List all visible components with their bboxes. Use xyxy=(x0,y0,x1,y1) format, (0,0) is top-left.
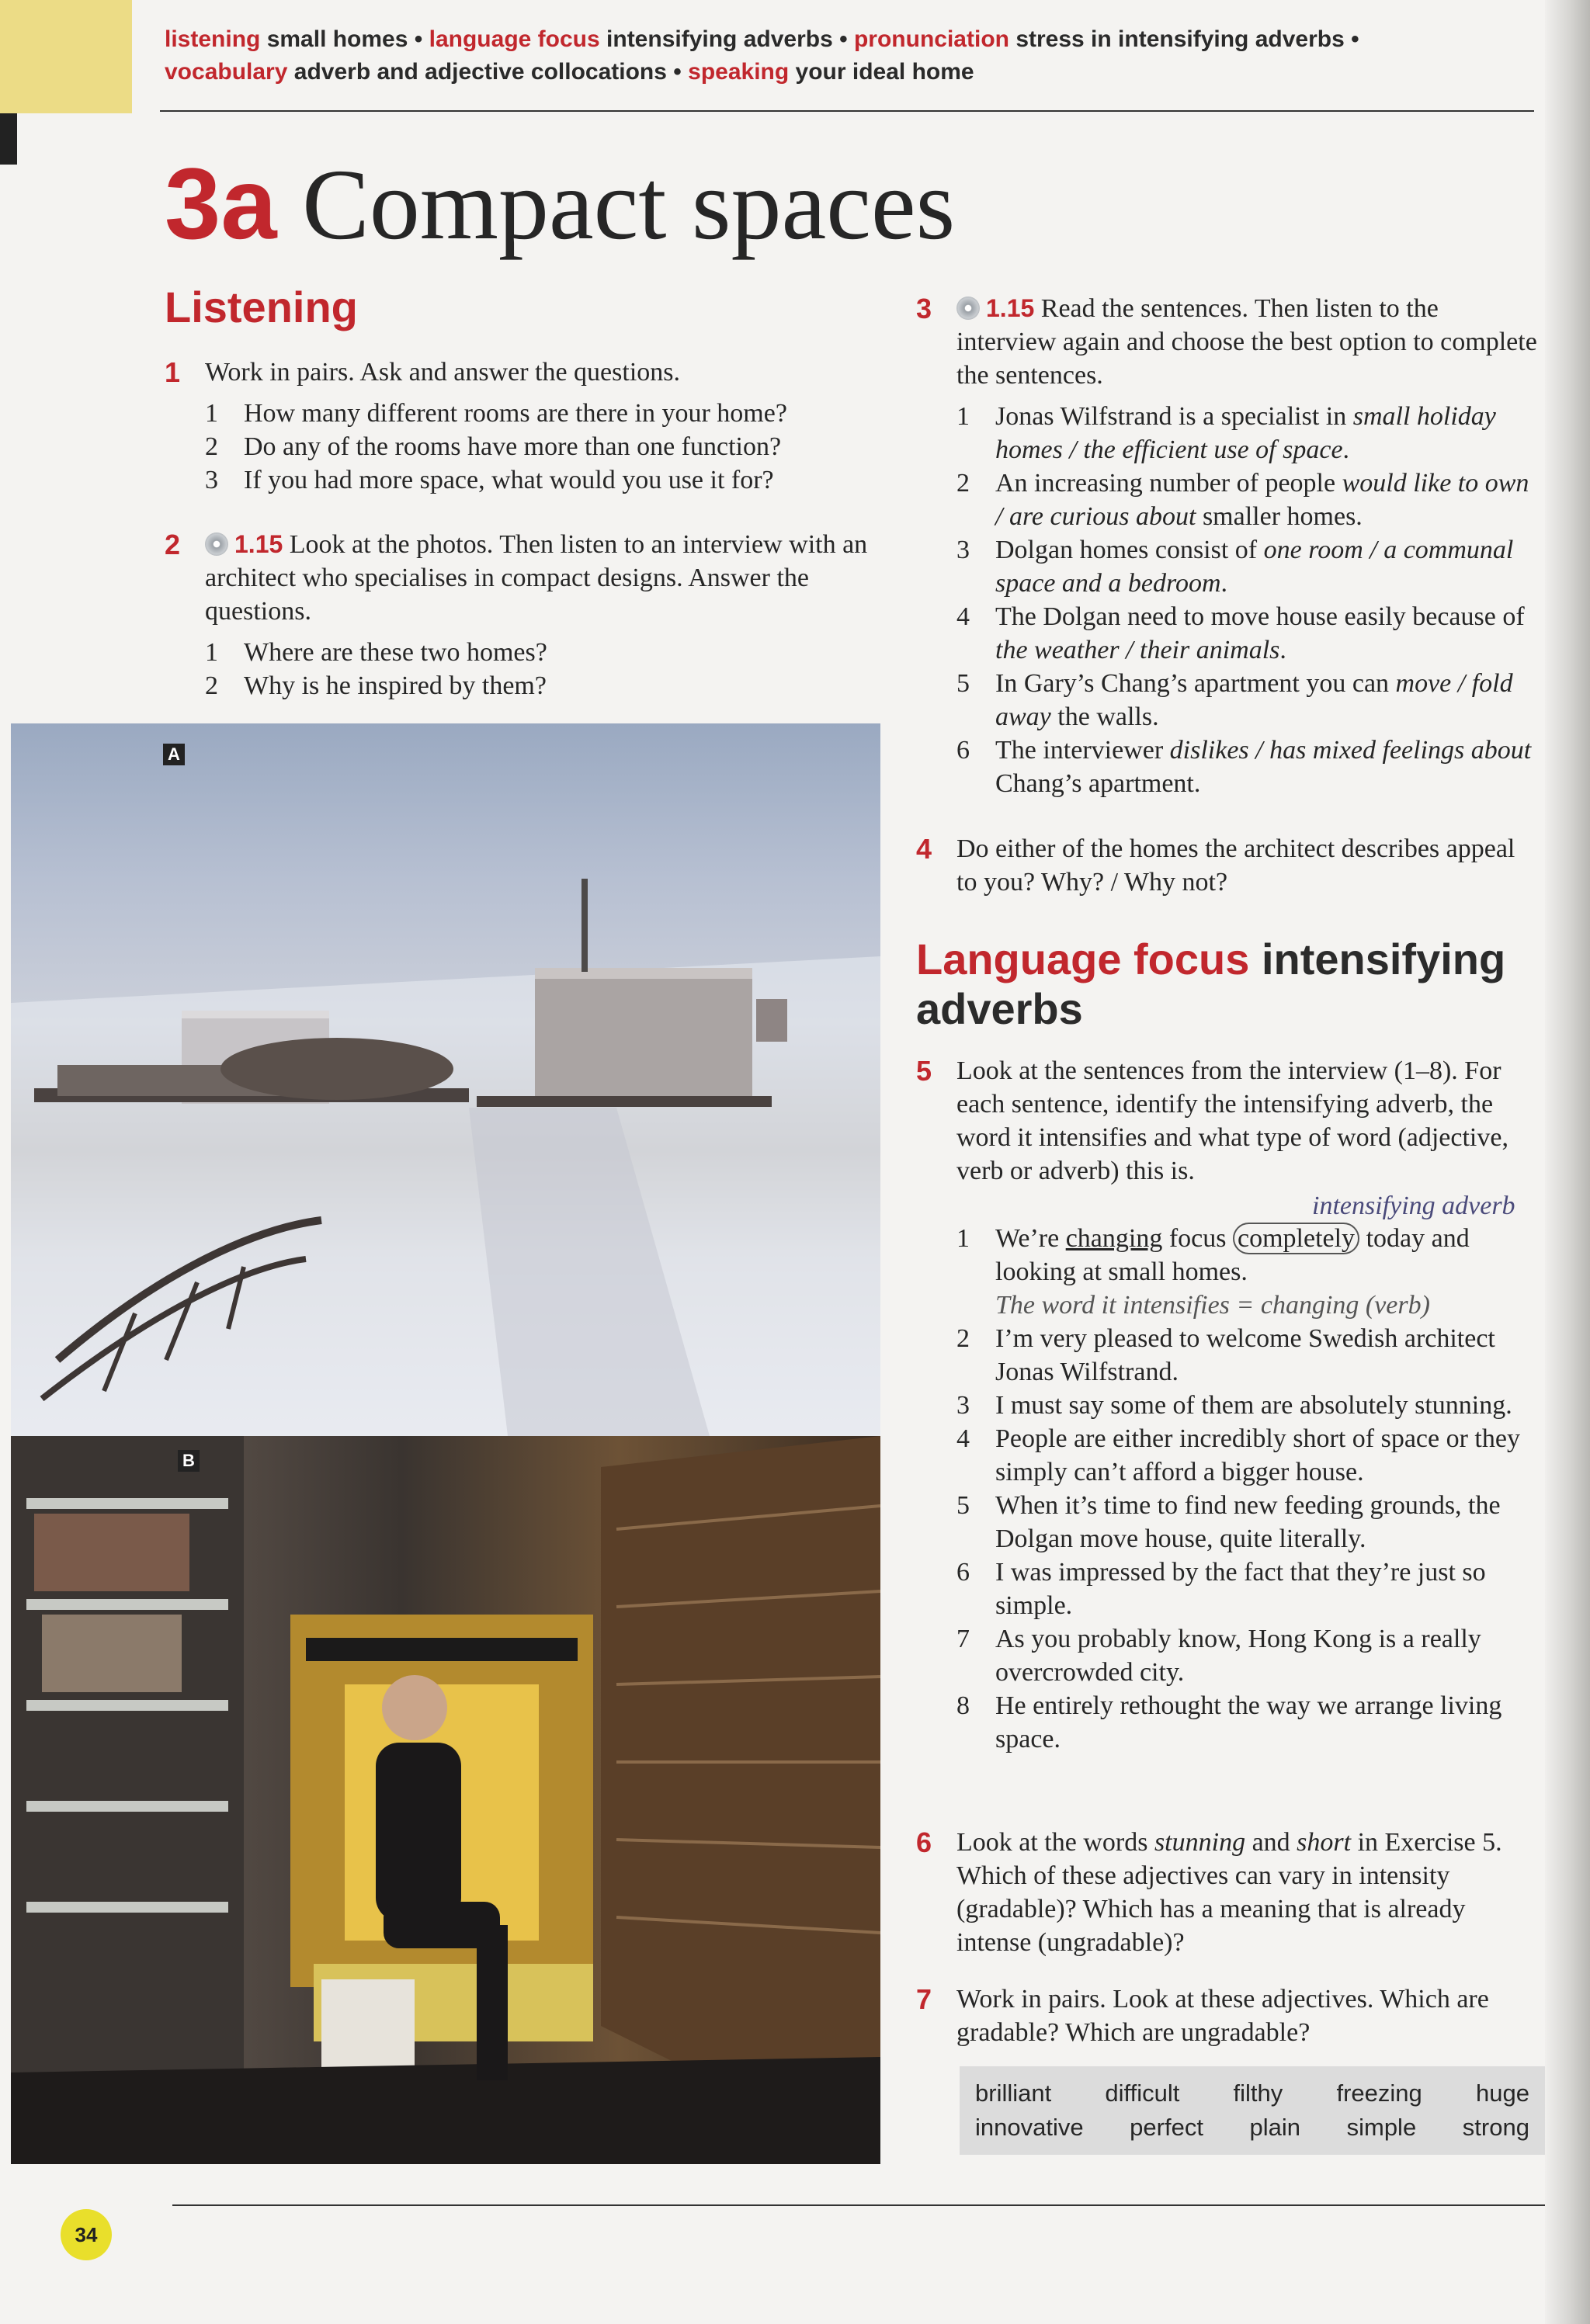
exercise-number: 1 xyxy=(165,356,181,388)
page-number: 34 xyxy=(61,2209,112,2260)
topic-key: pronunciation xyxy=(853,26,1009,52)
language-focus-title: Language focus xyxy=(916,935,1250,983)
adjective: difficult xyxy=(1105,2079,1180,2107)
adjective: huge xyxy=(1476,2079,1529,2107)
photo-label-b: B xyxy=(178,1450,200,1472)
language-focus-subtitle: intensifying adverbs xyxy=(916,935,1506,1033)
list-item: 2 An increasing number of people would like to own / are curious about smaller homes. xyxy=(956,469,1529,531)
list-item: 1 How many different rooms are there in your home? xyxy=(205,399,787,428)
exercise-number: 3 xyxy=(916,293,932,324)
page-title xyxy=(165,149,955,259)
adjective: simple xyxy=(1346,2114,1417,2141)
list-item: 3 If you had more space, what would you use it for? xyxy=(205,466,774,494)
exercise-3 xyxy=(916,292,1537,800)
exercise-instruction: Do either of the homes the architect describes appeal to you? Why? / Why not? xyxy=(956,834,1515,897)
circled-adverb: completely xyxy=(1233,1223,1359,1254)
arctic-scene-illustration xyxy=(11,723,880,1436)
exercise-2 xyxy=(165,528,887,702)
intensified-word: changing xyxy=(1065,1224,1163,1253)
topic-text: your ideal home xyxy=(795,59,974,85)
topic-key: language focus xyxy=(429,26,600,52)
topic-key: listening xyxy=(165,26,261,52)
options: the weather / their animals xyxy=(995,636,1280,664)
list-item: 2 I’m very pleased to welcome Swedish architect Jonas Wilfstrand. xyxy=(956,1324,1495,1386)
exercise-instruction: Work in pairs. Ask and answer the questions. xyxy=(205,358,680,387)
language-focus-heading xyxy=(916,935,1537,1034)
audio-cd-icon[interactable] xyxy=(956,297,980,320)
topic-strip xyxy=(165,23,1531,88)
list-item: 6 I was impressed by the fact that they’re just so simple. xyxy=(956,1558,1486,1620)
options: small holiday homes / the efficient use of space xyxy=(995,402,1496,464)
list-item-example: 1 We’re changing focus completely today and looking at small homes. The word it intensifies = changing (verb) xyxy=(956,1222,1545,1322)
handwritten-annotation: intensifying adverb xyxy=(1312,1191,1515,1220)
exercise-number: 2 xyxy=(165,529,181,560)
exercise-instruction: Read the sentences. Then listen to the interview again and choose the best option to complete the sentences. xyxy=(956,294,1537,390)
example-note: The word it intensifies = changing (verb) xyxy=(995,1291,1430,1320)
list-item: 5 When it’s time to find new feeding grounds, the Dolgan move house, quite literally. xyxy=(956,1491,1501,1553)
list-item: 2 Why is he inspired by them? xyxy=(205,671,547,700)
exercise-number: 4 xyxy=(916,833,932,865)
list-item: 1 Jonas Wilfstrand is a specialist in small holiday homes / the efficient use of space. xyxy=(956,402,1496,464)
topic-text: small homes xyxy=(266,26,408,52)
options: would like to own / are curious about xyxy=(995,469,1529,531)
list-item: 4 People are either incredibly short of space or they simply can’t afford a bigger house. xyxy=(956,1424,1520,1486)
list-item: 1 Where are these two homes? xyxy=(205,638,547,667)
exercise-7 xyxy=(916,1982,1537,2049)
unit-title: Compact spaces xyxy=(302,149,956,261)
topic-text: adverb and adjective collocations xyxy=(293,59,667,85)
exercise-instruction: Look at the photos. Then listen to an interview with an architect who specialises in compact designs. Answer the questions. xyxy=(205,530,868,626)
list-item: 3 I must say some of them are absolutely stunning. xyxy=(956,1391,1512,1420)
adjective: filthy xyxy=(1233,2079,1283,2107)
list-item: 8 He entirely rethought the way we arrange living space. xyxy=(956,1691,1502,1753)
listening-heading: Listening xyxy=(165,283,358,331)
adjective-row xyxy=(960,2111,1545,2145)
adjective: strong xyxy=(1462,2114,1529,2141)
sentence-list xyxy=(956,1222,1545,1756)
topic-text: intensifying adverbs xyxy=(606,26,833,52)
question-list xyxy=(205,636,887,702)
unit-code: 3a xyxy=(165,147,277,260)
exercise-number: 7 xyxy=(916,1983,932,2015)
exercise-6 xyxy=(916,1826,1537,1959)
sentence-list xyxy=(956,400,1537,800)
adjective: innovative xyxy=(975,2114,1084,2141)
question-list xyxy=(205,397,887,497)
topic-key: vocabulary xyxy=(165,59,288,85)
track-number: 1.15 xyxy=(234,530,283,558)
adjective-box xyxy=(960,2066,1545,2155)
options: one room / a communal space and a bedroom xyxy=(995,536,1514,598)
exercise-4 xyxy=(916,832,1537,899)
list-item: 6 The interviewer dislikes / has mixed feelings about Chang’s apartment. xyxy=(956,736,1532,798)
exercise-number: 6 xyxy=(916,1826,932,1858)
page-edge-shadow xyxy=(1545,0,1590,2324)
photo-arctic-homes xyxy=(11,723,880,1436)
margin-bar xyxy=(0,113,17,165)
topic-key: speaking xyxy=(688,59,790,85)
list-item: 4 The Dolgan need to move house easily because of the weather / their animals. xyxy=(956,602,1525,664)
photo-apartment xyxy=(11,1436,880,2164)
bullet: • xyxy=(839,26,848,52)
options: dislikes / has mixed feelings about xyxy=(1169,736,1532,765)
adjective: freezing xyxy=(1336,2079,1422,2107)
adjective: brilliant xyxy=(975,2079,1052,2107)
adjective-row xyxy=(960,2076,1545,2111)
list-item: 5 In Gary’s Chang’s apartment you can move / fold away the walls. xyxy=(956,669,1513,731)
corner-tab xyxy=(0,0,132,113)
top-rule xyxy=(160,110,1534,112)
list-item: 2 Do any of the rooms have more than one function? xyxy=(205,432,782,461)
exercise-instruction: Work in pairs. Look at these adjectives. Which are gradable? Which are ungradable? xyxy=(956,1985,1489,2047)
audio-cd-icon[interactable] xyxy=(205,532,228,556)
list-item: 7 As you probably know, Hong Kong is a really overcrowded city. xyxy=(956,1625,1481,1687)
bottom-rule xyxy=(172,2204,1545,2206)
exercise-1 xyxy=(165,356,887,497)
adjective: perfect xyxy=(1130,2114,1203,2141)
bullet: • xyxy=(1351,26,1359,52)
photo-label-a: A xyxy=(163,744,185,765)
track-number: 1.15 xyxy=(986,294,1035,322)
bullet: • xyxy=(673,59,682,85)
list-item: 3 Dolgan homes consist of one room / a communal space and a bedroom. xyxy=(956,536,1514,598)
bullet: • xyxy=(414,26,423,52)
exercise-instruction: Look at the sentences from the interview (1–8). For each sentence, identify the intensifying adverb, the word it intensifies and what type of word (adjective, verb or adverb) this is. xyxy=(956,1056,1508,1185)
adjective: plain xyxy=(1249,2114,1301,2141)
options: move / fold away xyxy=(995,669,1513,731)
apartment-scene-illustration xyxy=(11,1436,880,2164)
topic-text: stress in intensifying adverbs xyxy=(1015,26,1345,52)
exercise-instruction: Look at the words stunning and short in Exercise 5. Which of these adjectives can vary in intensity (gradable)? Which has a meaning that is already intense (ungradable)? xyxy=(956,1828,1502,1957)
exercise-number: 5 xyxy=(916,1055,932,1087)
exercise-5 xyxy=(916,1054,1545,1756)
